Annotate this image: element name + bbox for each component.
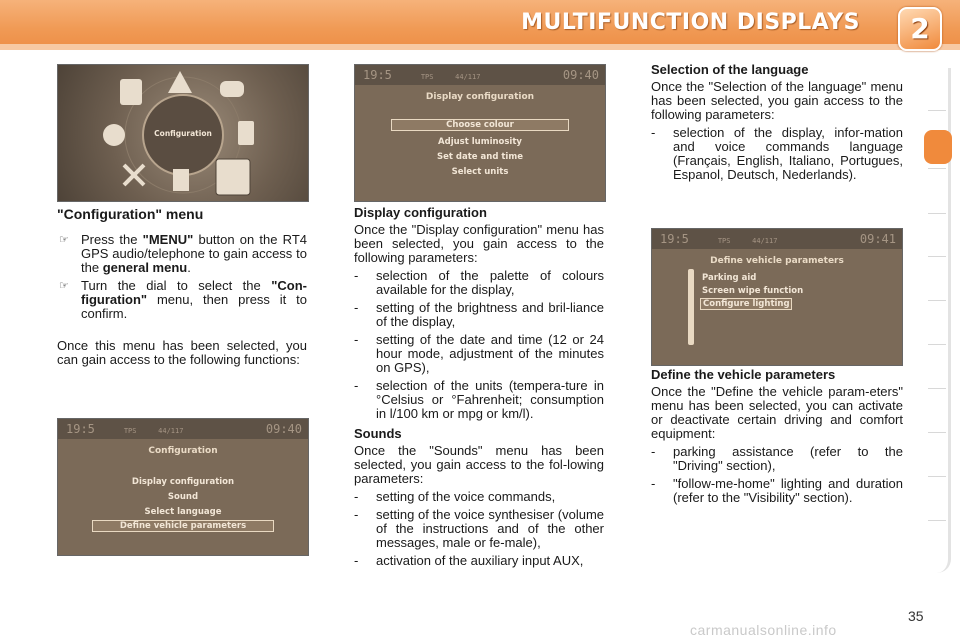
screen-configuration-menu — [57, 418, 309, 556]
parameter-list — [354, 490, 604, 568]
compass-icon — [103, 124, 125, 146]
paragraph: Once this menu has been selected, you can gain access to the following functions: — [57, 338, 307, 367]
screen-menu-title: Configuration — [148, 446, 218, 456]
menu-item-choose-colour[interactable]: Choose colour — [391, 119, 569, 131]
list-item: - "follow-me-home" lighting and duration (refer to the "Visibility" section). — [651, 476, 903, 505]
header-band — [0, 44, 960, 50]
section-heading: Display configuration — [354, 205, 487, 220]
menu-item-define-vehicle-parameters[interactable]: Define vehicle parameters — [92, 520, 274, 532]
column-display-sounds — [354, 206, 604, 572]
pointer-icon: ☞ — [59, 280, 69, 292]
section-heading: Selection of the language — [651, 62, 809, 77]
list-item: - activation of the auxiliary input AUX, — [354, 553, 584, 568]
screen-menu-title: Display configuration — [425, 92, 535, 102]
column-configuration — [57, 207, 307, 371]
menu-item-display-configuration[interactable]: Display configuration — [131, 477, 235, 487]
menu-item-parking-aid[interactable]: Parking aid — [702, 273, 757, 283]
menu-item-set-date-time[interactable]: Set date and time — [437, 152, 523, 162]
active-chapter-tab — [924, 130, 952, 164]
paragraph: Once the "Selection of the language" menu has been selected, you gain access to the following parameters: — [651, 79, 903, 122]
list-item: - setting of the voice synthesiser (volume of the instructions and of the other messages, male or fe-male), — [354, 507, 604, 550]
section-heading: Sounds — [354, 426, 402, 441]
column-language — [651, 63, 903, 186]
step-item: ☞ Press the "MENU" button on the RT4 GPS audio/telephone to gain access to the general menu. — [59, 232, 307, 275]
watermark: carmanualsonline.info — [690, 622, 837, 638]
list-item: - selection of the units (tempera-ture in °Celsius or °Fahrenheit; consumption in l/100 km or mpg or km/l). — [354, 378, 604, 421]
menu-item-select-language[interactable]: Select language — [144, 507, 222, 517]
warning-icon — [168, 71, 192, 93]
music-icon — [120, 79, 142, 105]
menu-item-screen-wipe[interactable]: Screen wipe function — [702, 286, 804, 296]
screen-menu-title: Define vehicle parameters — [710, 256, 844, 266]
screen-display-configuration — [354, 64, 606, 202]
parameter-list — [354, 269, 604, 421]
list-item: - selection of the palette of colours available for the display, — [354, 268, 604, 297]
list-item: - selection of the display, infor-mation and voice commands language (Français, English, Italiano, Portugues, Espanol, Deutsch, Nederlands). — [651, 125, 903, 182]
scroll-bar[interactable] — [688, 269, 694, 345]
list-item: - setting of the brightness and bril-liance of the display, — [354, 300, 604, 329]
page-number: 35 — [908, 608, 924, 624]
menu-item-adjust-luminosity[interactable]: Adjust luminosity — [438, 137, 522, 147]
screen-status-bar: 19:5 TPS 44/117 09:40 — [58, 419, 308, 439]
paragraph: Once the "Sounds" menu has been selected, you gain access to the fol-lowing parameters: — [354, 443, 604, 486]
grid-icon — [216, 159, 250, 195]
chapter-badge: 2 — [898, 7, 942, 51]
list-item: - parking assistance (refer to the "Driving" section), — [651, 444, 903, 473]
list-item: - setting of the voice commands, — [354, 489, 556, 504]
parameter-list — [651, 445, 903, 505]
list-item: - setting of the date and time (12 or 24 hour mode, adjustment of the minutes on GPS), — [354, 332, 604, 375]
menu-item-sound[interactable]: Sound — [167, 492, 199, 502]
screen-status-bar: 19:5 TPS 44/117 09:40 — [355, 65, 605, 85]
navigation-icon — [173, 169, 189, 191]
section-heading: "Configuration" menu — [57, 206, 204, 222]
menu-item-select-units[interactable]: Select units — [451, 167, 509, 177]
step-list — [57, 233, 307, 321]
pointer-icon: ☞ — [59, 234, 69, 246]
screen-vehicle-parameters — [651, 228, 903, 366]
paragraph: Once the "Display configuration" menu has been selected, you gain access to the following parameters: — [354, 222, 604, 265]
tools-icon — [238, 121, 254, 145]
page-title: MULTIFUNCTION DISPLAYS — [521, 10, 860, 35]
paragraph: Once the "Define the vehicle param-eters" menu has been selected, you can activate or deactivate certain driving and comfort equipment: — [651, 384, 903, 441]
phone-icon — [220, 81, 244, 97]
wheel-label: Configuration — [154, 129, 212, 138]
screen-icons-wheel — [57, 64, 309, 202]
menu-item-configure-lighting[interactable]: Configure lighting — [700, 298, 792, 310]
step-item: ☞ Turn the dial to select the "Con-figuration" menu, then press it to confirm. — [59, 278, 307, 321]
section-heading: Define the vehicle parameters — [651, 367, 836, 382]
parameter-list — [651, 126, 903, 182]
column-vehicle-parameters — [651, 368, 903, 509]
screen-status-bar: 19:5 TPS 44/117 09:41 — [652, 229, 902, 249]
